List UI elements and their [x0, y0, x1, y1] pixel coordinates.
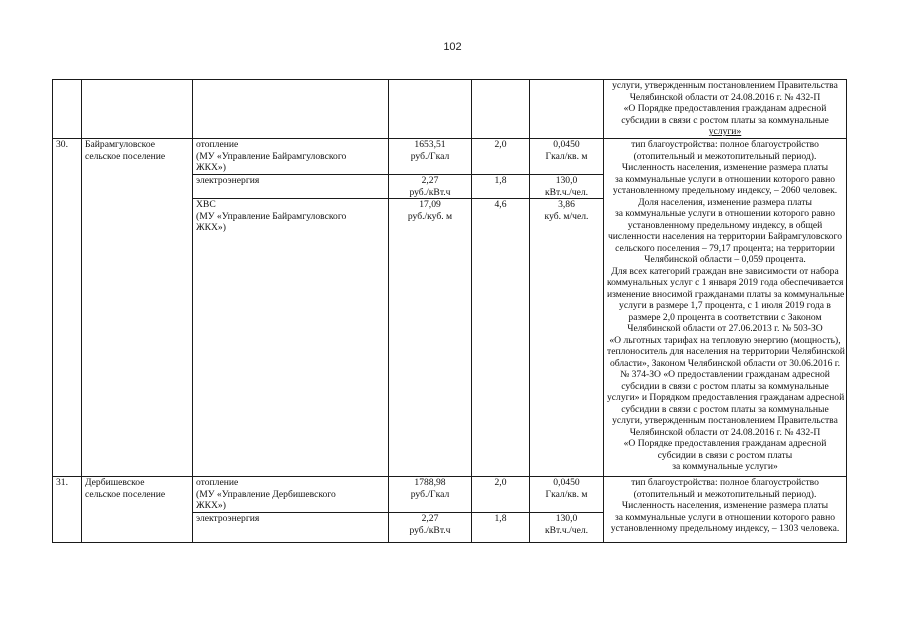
desc-line: за коммунальные услуги» [672, 461, 778, 472]
desc-line: области», Законом Челябинской области от 30.06.2016 г. [609, 357, 841, 369]
norm-line: кВт.ч./чел. [544, 524, 589, 536]
cell-service [193, 513, 389, 543]
cell-tariff [389, 477, 472, 513]
page-number: 102 [443, 41, 462, 53]
desc-line: услуги» [708, 126, 742, 137]
tariff-line: руб./Гкал [410, 488, 450, 500]
desc-line: услуги, утвержденным постановлением Правительства [612, 80, 838, 91]
cell-service [193, 477, 389, 513]
tariff-line: 17,09 [419, 199, 441, 210]
desc-line: услуги» и Порядком предоставления гражданам адресной [607, 392, 845, 403]
cell-norm [530, 80, 604, 139]
cell-tariff [389, 80, 472, 139]
desc-line: за коммунальные услуги в отношении которого равно [614, 511, 836, 523]
cell-rate [472, 80, 530, 139]
desc-line: № 374-ЗО «О предоставлении гражданам адресной [620, 369, 830, 380]
norm-line: 3,86 [558, 199, 575, 210]
cell-rate: 2,0 [472, 139, 530, 175]
desc-line: сельского поселения – 79,17 процента; на территории [615, 242, 835, 254]
tariff-line: 2,27 [421, 513, 439, 524]
norm-line: 0,0450 [553, 139, 580, 150]
cell-name [82, 80, 193, 139]
desc-line: субсидии в связи с ростом платы за коммунальные [621, 403, 829, 415]
settlement-name: Дербишевское [85, 477, 145, 488]
desc-line: услуги в размере 1,7 процента, с 1 июля 2019 года в [619, 300, 831, 311]
tariff-line: 1788,98 [414, 477, 446, 488]
desc-line: субсидии в связи с ростом платы за коммунальные [621, 114, 829, 126]
desc-line: Челябинской области – 0,059 процента. [644, 254, 806, 265]
cell-rate: 1,8 [472, 513, 530, 543]
norm-line: Гкал/кв. м [545, 488, 588, 500]
cell-norm [530, 199, 604, 477]
subsidy-table [52, 79, 847, 543]
norm-line: куб. м/чел. [544, 210, 589, 222]
cell-norm [530, 139, 604, 175]
cell-norm [530, 477, 604, 513]
norm-line: кВт.ч./чел. [544, 186, 589, 198]
cell-num [53, 80, 82, 139]
desc-line: субсидии в связи с ростом платы за коммунальные [621, 380, 829, 392]
cell-service [193, 80, 389, 139]
settlement-name: Байрамгуловское [85, 139, 155, 150]
tariff-line: руб./куб. м [407, 210, 453, 222]
cell-norm [530, 513, 604, 543]
service-line: (МУ «Управление Байрамгуловского [196, 210, 347, 222]
desc-line: тип благоустройства: полное благоустройство [631, 477, 819, 488]
service-line: отопление [196, 477, 239, 488]
desc-line: за коммунальные услуги в отношении которого равно [614, 173, 836, 185]
cell-description [604, 477, 847, 543]
cell-service [193, 139, 389, 175]
desc-line: за коммунальные услуги в отношении которого равно [614, 208, 836, 219]
desc-line: тип благоустройства: полное благоустройство [631, 139, 819, 150]
desc-line: «О Порядке предоставления гражданам адресной [623, 438, 827, 449]
table-row-carry-over [53, 80, 847, 139]
service-line: отопление [196, 139, 239, 150]
service-line: (МУ «Управление Дербишевского [196, 488, 336, 500]
cell-description [604, 139, 847, 477]
tariff-line: руб./кВт.ч [409, 186, 451, 198]
norm-line: 0,0450 [553, 477, 580, 488]
desc-line: установленному предельному индексу, в общей [627, 219, 823, 231]
tariff-line: руб./кВт.ч [409, 524, 451, 536]
table-row-30-heating [53, 139, 847, 175]
tariff-line: 1653,51 [414, 139, 446, 150]
desc-line: «О льготных тарифах на тепловую энергию (мощность), [609, 334, 841, 346]
desc-line: Челябинской области от 24.08.2016 г. № 432-П [629, 91, 821, 103]
service-line: (МУ «Управление Байрамгуловского [196, 150, 347, 162]
norm-line: 130,0 [555, 175, 578, 186]
cell-rate: 2,0 [472, 477, 530, 513]
desc-line: Доля населения, изменение размера платы [638, 196, 812, 208]
norm-line: Гкал/кв. м [545, 150, 588, 162]
cell-service [193, 199, 389, 477]
service-line: ХВС [196, 199, 216, 210]
desc-line: теплоноситель для населения на территории Челябинской [607, 346, 845, 357]
cell-rate: 1,8 [472, 175, 530, 199]
desc-line: Для всех категорий граждан вне зависимости от набора [611, 265, 839, 277]
desc-line: размере 2,0 процента в соответствии с Законом [628, 311, 822, 323]
desc-line: Численность населения, изменение размера платы [621, 500, 829, 511]
desc-line: субсидии в связи с ростом платы [657, 449, 793, 461]
desc-line: изменение вносимой гражданами платы за коммунальные [607, 288, 845, 300]
cell-name [82, 477, 193, 543]
settlement-name: сельское поселение [85, 488, 166, 500]
cell-num: 31. [53, 477, 82, 543]
cell-tariff [389, 175, 472, 199]
cell-num: 30. [53, 139, 82, 477]
cell-service [193, 175, 389, 199]
cell-tariff [389, 513, 472, 543]
desc-line: коммунальных услуг с 1 января 2019 года обеспечивается [607, 277, 844, 288]
service-line: ЖКХ») [196, 162, 226, 173]
cell-name [82, 139, 193, 477]
desc-line: услуги, утвержденным постановлением Правительства [612, 415, 838, 426]
desc-line: Челябинской области от 24.08.2016 г. № 432-П [629, 426, 821, 438]
tariff-line: руб./Гкал [410, 150, 450, 162]
tariff-line: 2,27 [421, 175, 439, 186]
service-line: электроэнергия [196, 175, 260, 186]
service-line: ЖКХ») [196, 222, 226, 233]
desc-line: установленному предельному индексу, – 1303 человека. [610, 523, 840, 534]
cell-rate: 4,6 [472, 199, 530, 477]
cell-norm [530, 175, 604, 199]
table-row-31-heating [53, 477, 847, 513]
desc-line: Челябинской области от 27.06.2013 г. № 503-ЗО [627, 323, 823, 334]
desc-line: Численность населения, изменение размера платы [621, 162, 829, 173]
settlement-name: сельское поселение [85, 150, 166, 162]
desc-line: (отопительный и межотопительный период). [633, 488, 817, 500]
desc-line: установленному предельному индексу, – 2060 человек. [612, 185, 838, 196]
norm-line: 130,0 [555, 513, 578, 524]
cell-tariff [389, 199, 472, 477]
cell-description [604, 80, 847, 139]
desc-line: (отопительный и межотопительный период). [633, 150, 817, 162]
service-line: электроэнергия [196, 513, 260, 524]
desc-line: численности населения на территории Байрамгуловского [607, 231, 843, 242]
service-line: ЖКХ») [196, 500, 226, 511]
cell-tariff [389, 139, 472, 175]
table-body [53, 80, 847, 543]
desc-line: «О Порядке предоставления гражданам адресной [623, 103, 827, 114]
